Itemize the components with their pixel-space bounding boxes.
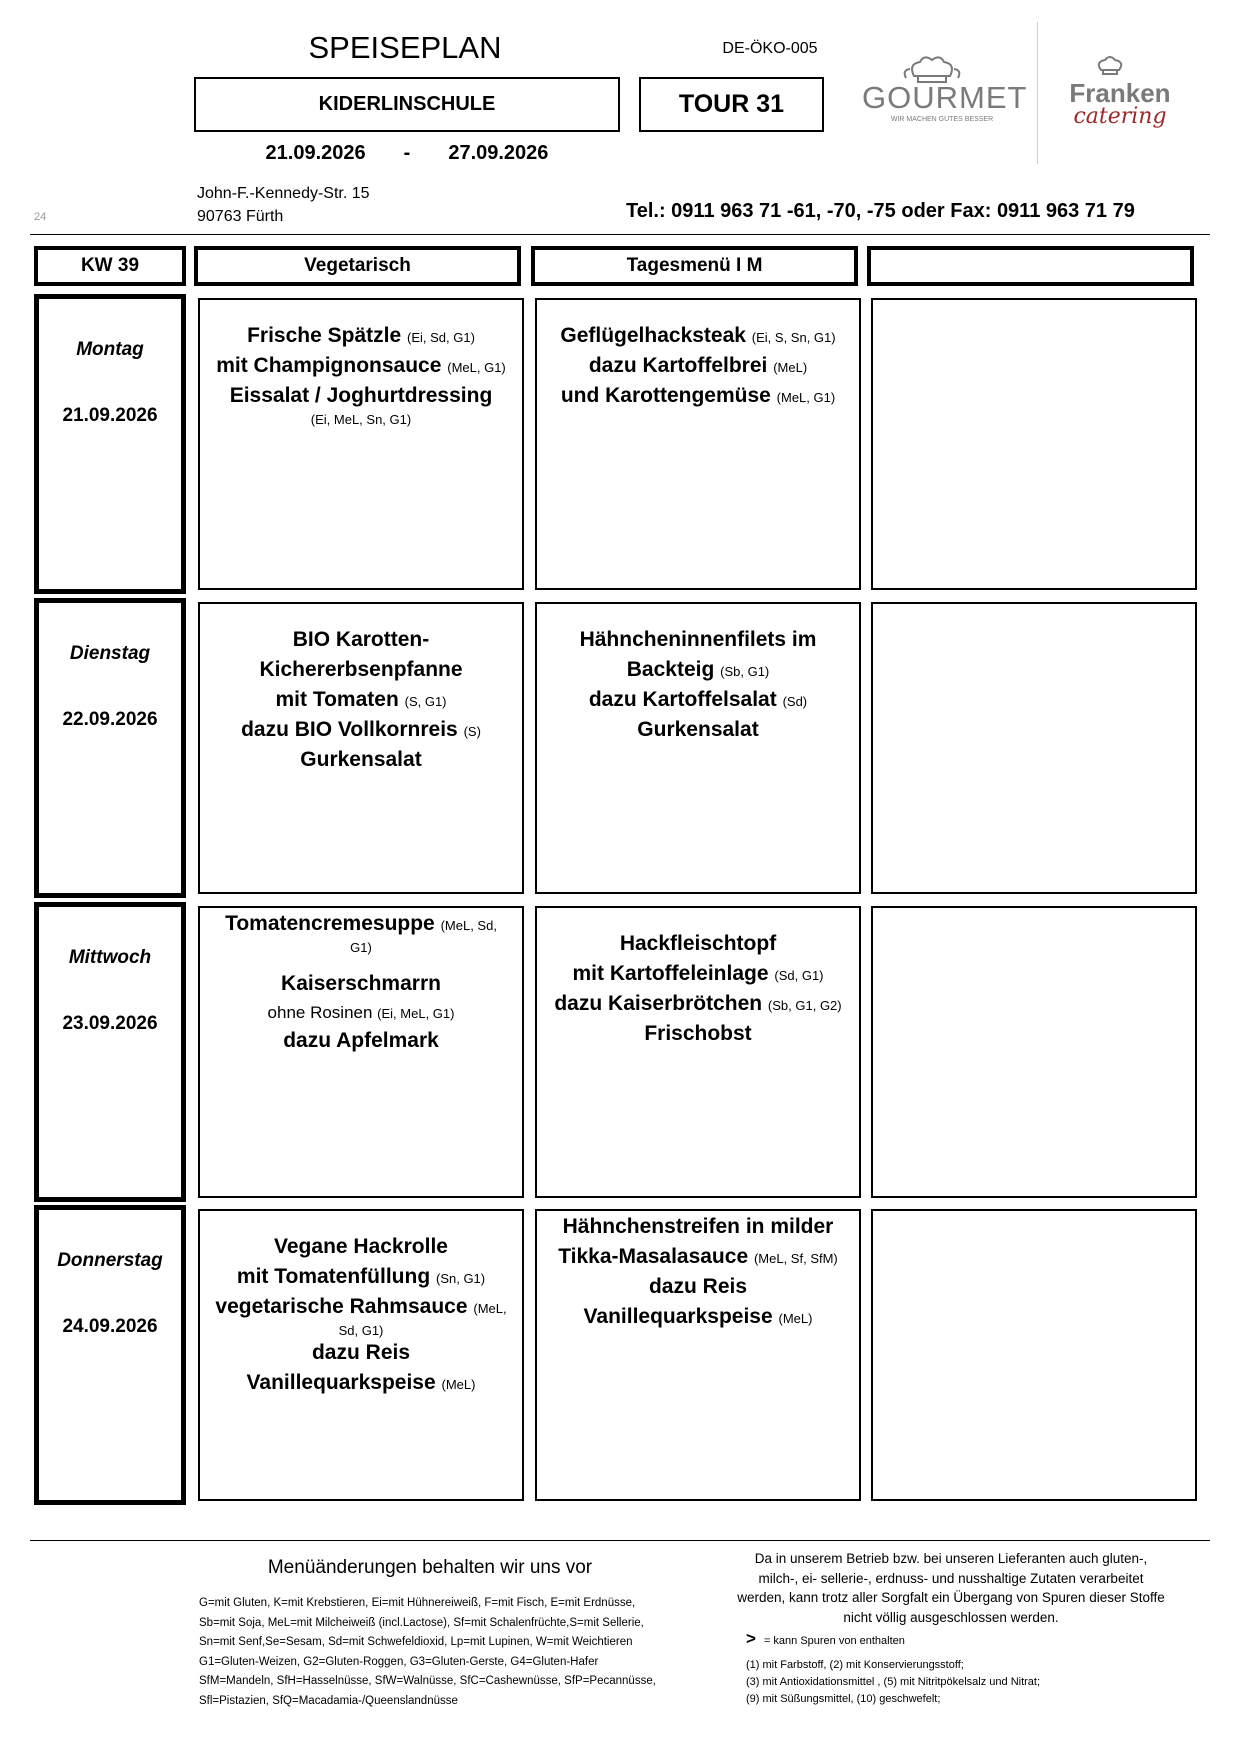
empty-menu-cell	[871, 298, 1197, 590]
menu-line	[537, 1273, 859, 1303]
allergen-codes: (Ei, Sd, G1)	[406, 330, 475, 345]
allergen-codes: Sd, G1)	[338, 1323, 384, 1338]
day-cell-mittwoch	[34, 902, 186, 1202]
dish-text: Geflügelhacksteak	[560, 324, 752, 347]
allergen-codes: (Ei, S, Sn, G1)	[751, 330, 836, 345]
menu-line	[200, 956, 522, 970]
day-date: 24.09.2026	[62, 1316, 158, 1337]
footer-rule	[30, 1540, 1210, 1541]
dish-text: dazu Kaiserbrötchen	[554, 992, 768, 1015]
dish-text: Tomatencremesuppe	[225, 912, 441, 935]
date-from: 21.09.2026	[265, 142, 366, 164]
chef-hat-icon	[1095, 56, 1125, 76]
day-date: 23.09.2026	[62, 1013, 158, 1034]
menu-line	[200, 940, 522, 956]
menu-line	[537, 930, 859, 960]
menu-line	[200, 970, 522, 1000]
menu-line	[537, 382, 859, 412]
menu-line	[200, 1027, 522, 1057]
menu-line	[200, 1369, 522, 1399]
empty-menu-cell	[871, 1209, 1197, 1501]
allergen-codes: (MeL, G1)	[447, 360, 506, 375]
additive-line: (1) mit Farbstoff, (2) mit Konservierungsstoff;	[746, 1659, 964, 1671]
dish-text: Frischobst	[644, 1022, 752, 1045]
legend-line: Sn=mit Senf,Se=Sesam, Sd=mit Schwefeldioxid, Lp=mit Lupinen, W=mit Weichtieren	[199, 1636, 633, 1649]
vegetarian-column-header: Vegetarisch	[194, 246, 521, 286]
dish-text: dazu BIO Vollkornreis	[241, 718, 464, 741]
menu-line	[200, 382, 522, 412]
dish-text: Gurkensalat	[637, 718, 759, 741]
allergen-disclaimer: Da in unserem Betrieb bzw. bei unseren Lieferanten auch gluten-, milch-, ei- sellerie-, erdnuss- und nusshaltige Zutaten verarbeitet werden, kann trotz aller Sorgfalt ein Übergang von Spuren dieser Stoffe nicht völlig ausgeschlossen werden.	[737, 1551, 1165, 1625]
dish-text: Gurkensalat	[300, 748, 422, 771]
additives-legend	[746, 1657, 1040, 1708]
menu-line	[200, 352, 522, 382]
allergen-codes: (MeL)	[778, 1311, 813, 1326]
empty-menu-cell	[871, 906, 1197, 1198]
day-date: 21.09.2026	[62, 405, 158, 426]
allergen-legend	[199, 1594, 656, 1712]
dish-text: Kichererbsenpfanne	[259, 658, 463, 681]
menu-line	[537, 322, 859, 352]
day-name: Montag	[76, 339, 144, 360]
dish-text: Kaiserschmarrn	[281, 972, 441, 995]
dish-text: Tikka-Masalasauce	[558, 1245, 754, 1268]
legend-line: Sb=mit Soja, MeL=mit Milcheiweiß (incl.Lactose), Sf=mit Schalenfrüchte,S=mit Sellerie,	[199, 1616, 644, 1629]
menu-line	[200, 910, 522, 940]
dish-text: dazu Apfelmark	[283, 1029, 439, 1052]
allergen-codes: (Sd, G1)	[774, 968, 824, 983]
day-name: Dienstag	[69, 643, 151, 664]
dish-text: Eissalat / Joghurtdressing	[229, 384, 493, 407]
day-name: Donnerstag	[57, 1250, 163, 1271]
date-range	[194, 142, 620, 165]
day-date: 22.09.2026	[62, 709, 158, 730]
menu-line	[537, 960, 859, 990]
dish-text: mit Tomatenfüllung	[236, 1265, 436, 1288]
date-to: 27.09.2026	[448, 142, 549, 164]
allergen-codes: (Sb, G1, G2)	[767, 998, 842, 1013]
allergen-codes: (MeL)	[773, 360, 808, 375]
menu-line	[537, 716, 859, 746]
legend-line: G=mit Gluten, K=mit Krebstieren, Ei=mit Hühnereiweiß, F=mit Fisch, E=mit Erdnüsse,	[199, 1597, 636, 1609]
vegetarian-menu-cell	[198, 906, 524, 1198]
menu-line	[200, 1323, 522, 1339]
dish-text: BIO Karotten-	[292, 628, 430, 651]
school-name-box: KIDERLINSCHULE	[194, 77, 620, 132]
dish-text: dazu Reis	[311, 1341, 411, 1364]
allergen-codes: (MeL,	[473, 1301, 507, 1316]
dish-text: Hackfleischtopf	[619, 932, 777, 955]
allergen-codes: (S)	[463, 724, 481, 739]
allergen-codes: (Ei, MeL, Sn, G1)	[310, 412, 412, 427]
menu-line	[200, 716, 522, 746]
menu-line	[537, 352, 859, 382]
menu-line	[200, 1000, 522, 1027]
allergen-codes: (MeL, G1)	[776, 390, 836, 405]
additive-line: (3) mit Antioxidationsmittel , (5) mit Nitritpökelsalz und Nitrat;	[746, 1676, 1041, 1688]
daily-menu-cell	[535, 602, 861, 894]
menu-line	[537, 1303, 859, 1333]
legend-line: Sfl=Pistazien, SfQ=Macadamia-/Queenslandnüsse	[199, 1694, 458, 1707]
dish-text: Backteig	[626, 658, 721, 681]
gourmet-wordmark: GOURMET	[862, 80, 1028, 115]
menu-line	[200, 412, 522, 428]
dish-text: ohne Rosinen	[267, 1003, 378, 1022]
menu-line	[537, 686, 859, 716]
menu-line	[537, 656, 859, 686]
allergen-codes: (MeL)	[441, 1377, 476, 1392]
header-rule	[30, 234, 1210, 235]
traces-symbol: >	[746, 1629, 756, 1648]
menu-line	[537, 1020, 859, 1050]
contact-line: Tel.: 0911 963 71 -61, -70, -75 oder Fax: 0911 963 71 79	[626, 200, 1135, 222]
traces-text: = kann Spuren von enthalten	[763, 1635, 905, 1647]
allergen-codes: (Ei, MeL, G1)	[377, 1006, 455, 1021]
allergen-codes: (Sb, G1)	[720, 664, 770, 679]
daily-menu-cell	[535, 906, 861, 1198]
menu-line	[200, 1293, 522, 1323]
catering-wordmark: catering	[1073, 104, 1167, 129]
franken-wordmark: Franken	[1069, 78, 1171, 108]
day-name: Mittwoch	[68, 947, 152, 968]
dish-text: mit Kartoffeleinlage	[572, 962, 775, 985]
menu-line	[200, 746, 522, 776]
legend-line: G1=Gluten-Weizen, G2=Gluten-Roggen, G3=Gluten-Gerste, G4=Gluten-Hafer	[199, 1655, 599, 1668]
additive-line: (9) mit Süßungsmittel, (10) geschwefelt;	[746, 1693, 941, 1705]
menu-changes-note: Menüänderungen behalten wir uns vor	[267, 1557, 593, 1578]
dish-text: vegetarische Rahmsauce	[215, 1295, 474, 1318]
daily-menu-cell	[535, 1209, 861, 1501]
menu-line	[200, 322, 522, 352]
menu-line	[537, 626, 859, 656]
dish-text: Vanillequarkspeise	[583, 1305, 779, 1328]
address	[197, 182, 370, 228]
allergen-codes: (MeL, Sf, SfM)	[753, 1251, 838, 1266]
tour-box: TOUR 31	[639, 77, 824, 132]
week-number-header: KW 39	[34, 246, 186, 286]
day-cell-dienstag	[34, 598, 186, 898]
menu-line	[200, 656, 522, 686]
vegetarian-menu-cell	[198, 602, 524, 894]
traces-note	[746, 1629, 905, 1649]
allergen-codes: (S, G1)	[404, 694, 447, 709]
dish-text: Vegane Hackrolle	[274, 1235, 448, 1258]
menu-line	[537, 1213, 859, 1243]
franken-catering-logo	[1055, 52, 1185, 134]
dish-text: dazu Kartoffelsalat	[588, 688, 783, 711]
dish-text: und Karottengemüse	[560, 384, 777, 407]
dish-text: Frische Spätzle	[247, 324, 407, 347]
day-cell-montag	[34, 294, 186, 594]
menu-line	[200, 1339, 522, 1369]
page-number: 24	[34, 211, 47, 223]
page-title: SPEISEPLAN	[308, 30, 502, 65]
dish-text: Vanillequarkspeise	[246, 1371, 442, 1394]
gourmet-logo	[862, 52, 1028, 132]
date-separator: -	[403, 142, 411, 164]
dish-text: dazu Reis	[648, 1275, 748, 1298]
menu-line	[537, 1243, 859, 1273]
dish-text: mit Tomaten	[275, 688, 405, 711]
dish-text: dazu Kartoffelbrei	[588, 354, 774, 377]
vegetarian-menu-cell	[198, 1209, 524, 1501]
dish-text: Hähncheninnenfilets im	[579, 628, 817, 651]
daily-menu-cell	[535, 298, 861, 590]
allergen-codes: G1)	[350, 940, 372, 955]
menu-line	[537, 990, 859, 1020]
address-city: 90763 Fürth	[197, 208, 284, 225]
allergen-codes: (MeL, Sd,	[440, 918, 497, 933]
empty-menu-cell	[871, 602, 1197, 894]
menu-line	[200, 626, 522, 656]
menu-line	[200, 686, 522, 716]
daily-menu-column-header: Tagesmenü I M	[531, 246, 858, 286]
empty-column-header	[867, 246, 1194, 286]
vegetarian-menu-cell	[198, 298, 524, 590]
address-street: John-F.-Kennedy-Str. 15	[197, 185, 370, 202]
menu-line	[200, 1263, 522, 1293]
organic-cert-code: DE-ÖKO-005	[722, 40, 818, 57]
allergen-codes: (Sn, G1)	[435, 1271, 486, 1286]
logo-divider	[1037, 22, 1038, 164]
gourmet-tagline: WIR MACHEN GUTES BESSER	[890, 116, 994, 123]
day-cell-donnerstag	[34, 1205, 186, 1505]
legend-line: SfM=Mandeln, SfH=Hasselnüsse, SfW=Walnüsse, SfC=Cashewnüsse, SfP=Pecannüsse,	[199, 1675, 656, 1688]
allergen-codes: (Sd)	[782, 694, 808, 709]
menu-line	[200, 1233, 522, 1263]
dish-text: mit Champignonsauce	[216, 354, 448, 377]
dish-text: Hähnchenstreifen in milder	[562, 1215, 834, 1238]
